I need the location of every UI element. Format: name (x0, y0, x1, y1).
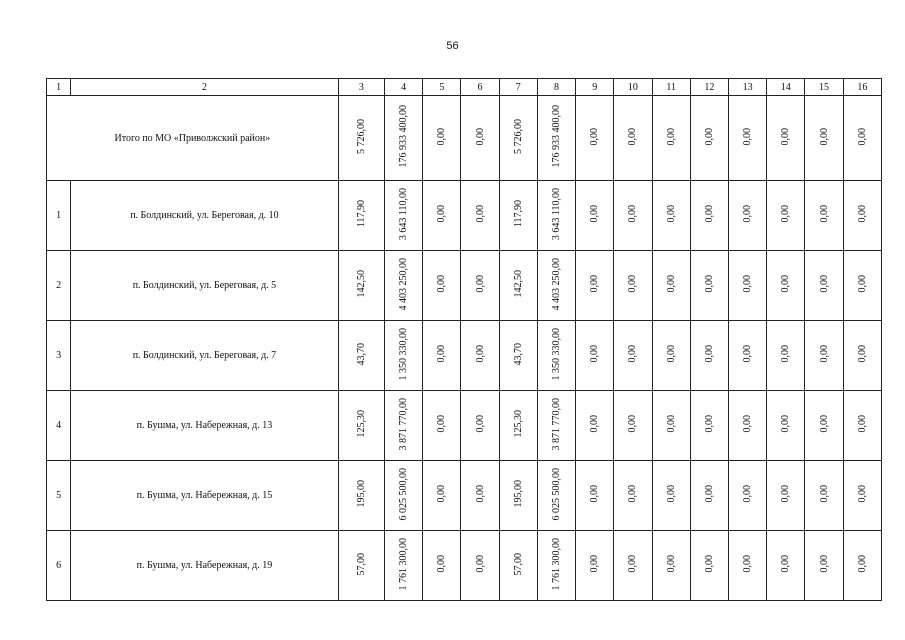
cell-value: 0,00 (780, 485, 792, 503)
cell-value: 0,00 (436, 345, 448, 363)
value-cell (385, 181, 423, 251)
cell-value: 0,00 (474, 345, 486, 363)
cell-value: 0,00 (818, 205, 830, 223)
value-cell (576, 181, 614, 251)
cell-value: 0,00 (589, 275, 601, 293)
cell-value: 0,00 (703, 485, 715, 503)
value-cell (843, 531, 881, 601)
row-number: 2 (47, 251, 71, 321)
value-cell (423, 251, 461, 321)
value-cell (423, 321, 461, 391)
cell-value: 125,30 (355, 410, 367, 438)
value-cell (423, 531, 461, 601)
cell-value: 0,00 (436, 555, 448, 573)
total-label: Итого по МО «Приволжский район» (47, 96, 339, 181)
cell-value: 0,00 (856, 345, 868, 363)
cell-value: 125,30 (512, 410, 524, 438)
value-cell (843, 321, 881, 391)
value-cell (614, 391, 652, 461)
cell-value: 0,00 (474, 485, 486, 503)
value-cell (728, 461, 766, 531)
table-row (47, 321, 882, 391)
value-cell (843, 391, 881, 461)
cell-value: 0,00 (665, 205, 677, 223)
table-row (47, 531, 882, 601)
value-cell (843, 181, 881, 251)
cell-value: 0,00 (742, 205, 754, 223)
cell-value: 0,00 (627, 555, 639, 573)
value-cell (385, 321, 423, 391)
value-cell (767, 531, 805, 601)
value-cell (690, 251, 728, 321)
value-cell (461, 321, 499, 391)
cell-value: 176 933 400,00 (398, 105, 410, 168)
cell-value: 0,00 (856, 127, 868, 146)
cell-value: 0,00 (589, 415, 601, 433)
cell-value: 1 761 300,00 (398, 537, 410, 591)
cell-value: 0,00 (742, 415, 754, 433)
cell-value: 0,00 (665, 415, 677, 433)
value-cell (576, 391, 614, 461)
column-header: 10 (614, 79, 652, 96)
value-cell (537, 251, 575, 321)
cell-value: 0,00 (703, 555, 715, 573)
value-cell (537, 391, 575, 461)
value-cell (805, 391, 843, 461)
value-cell (338, 531, 384, 601)
value-cell (338, 96, 384, 181)
cell-value: 0,00 (818, 415, 830, 433)
cell-value: 195,00 (355, 480, 367, 508)
value-cell (728, 391, 766, 461)
cell-value: 5 726,00 (355, 119, 367, 154)
cell-value: 0,00 (856, 555, 868, 573)
value-cell (461, 181, 499, 251)
cell-value: 57,00 (512, 552, 524, 576)
cell-value: 0,00 (589, 205, 601, 223)
cell-value: 0,00 (627, 275, 639, 293)
cell-value: 142,50 (355, 270, 367, 298)
value-cell (537, 96, 575, 181)
cell-value: 0,00 (703, 415, 715, 433)
table-row (47, 461, 882, 531)
address-cell: п. Болдинский, ул. Береговая, д. 7 (71, 321, 339, 391)
value-cell (690, 531, 728, 601)
value-cell (728, 531, 766, 601)
value-cell (338, 251, 384, 321)
column-header: 11 (652, 79, 690, 96)
value-cell (461, 531, 499, 601)
cell-value: 0,00 (703, 127, 715, 146)
data-table (46, 78, 882, 601)
value-cell (385, 96, 423, 181)
value-cell (338, 391, 384, 461)
value-cell (767, 461, 805, 531)
cell-value: 0,00 (780, 127, 792, 146)
cell-value: 0,00 (818, 345, 830, 363)
cell-value: 0,00 (436, 275, 448, 293)
value-cell (385, 531, 423, 601)
row-number: 3 (47, 321, 71, 391)
cell-value: 0,00 (665, 345, 677, 363)
cell-value: 0,00 (856, 275, 868, 293)
value-cell (767, 391, 805, 461)
cell-value: 0,00 (474, 127, 486, 146)
cell-value: 6 025 500,00 (550, 467, 562, 521)
address-cell: п. Бушма, ул. Набережная, д. 13 (71, 391, 339, 461)
column-header: 5 (423, 79, 461, 96)
value-cell (499, 251, 537, 321)
cell-value: 0,00 (436, 415, 448, 433)
cell-value: 0,00 (627, 345, 639, 363)
value-cell (843, 251, 881, 321)
value-cell (767, 181, 805, 251)
cell-value: 117,90 (355, 200, 367, 228)
total-row (47, 96, 882, 181)
value-cell (537, 461, 575, 531)
cell-value: 0,00 (818, 555, 830, 573)
cell-value: 1 350 330,00 (550, 327, 562, 381)
table-row (47, 251, 882, 321)
page-number: 56 (446, 40, 459, 52)
cell-value: 0,00 (742, 555, 754, 573)
cell-value: 0,00 (703, 275, 715, 293)
cell-value: 0,00 (780, 345, 792, 363)
value-cell (385, 391, 423, 461)
value-cell (576, 96, 614, 181)
cell-value: 3 643 110,00 (550, 187, 562, 241)
value-cell (728, 181, 766, 251)
value-cell (614, 181, 652, 251)
cell-value: 4 403 250,00 (398, 257, 410, 311)
cell-value: 0,00 (742, 127, 754, 146)
value-cell (805, 96, 843, 181)
value-cell (728, 96, 766, 181)
value-cell (690, 96, 728, 181)
value-cell (499, 531, 537, 601)
cell-value: 0,00 (474, 275, 486, 293)
value-cell (423, 181, 461, 251)
value-cell (767, 251, 805, 321)
cell-value: 0,00 (665, 555, 677, 573)
value-cell (652, 181, 690, 251)
cell-value: 0,00 (627, 485, 639, 503)
cell-value: 0,00 (627, 205, 639, 223)
cell-value: 0,00 (665, 275, 677, 293)
value-cell (652, 461, 690, 531)
address-cell: п. Бушма, ул. Набережная, д. 19 (71, 531, 339, 601)
value-cell (805, 461, 843, 531)
column-header: 15 (805, 79, 843, 96)
cell-value: 3 871 770,00 (398, 397, 410, 451)
value-cell (461, 96, 499, 181)
column-header: 16 (843, 79, 881, 96)
cell-value: 0,00 (589, 345, 601, 363)
cell-value: 117,90 (512, 200, 524, 228)
address-cell: п. Болдинский, ул. Береговая, д. 5 (71, 251, 339, 321)
value-cell (805, 321, 843, 391)
value-cell (461, 251, 499, 321)
cell-value: 0,00 (742, 345, 754, 363)
cell-value: 0,00 (780, 275, 792, 293)
cell-value: 0,00 (780, 415, 792, 433)
cell-value: 0,00 (703, 205, 715, 223)
cell-value: 176 933 400,00 (550, 105, 562, 168)
cell-value: 0,00 (474, 205, 486, 223)
cell-value: 4 403 250,00 (550, 257, 562, 311)
cell-value: 0,00 (818, 485, 830, 503)
value-cell (576, 461, 614, 531)
cell-value: 1 350 330,00 (398, 327, 410, 381)
column-header: 12 (690, 79, 728, 96)
cell-value: 57,00 (355, 552, 367, 576)
value-cell (576, 531, 614, 601)
cell-value: 0,00 (474, 415, 486, 433)
row-number: 4 (47, 391, 71, 461)
column-header: 13 (728, 79, 766, 96)
column-header: 4 (385, 79, 423, 96)
value-cell (805, 181, 843, 251)
value-cell (652, 391, 690, 461)
column-header: 9 (576, 79, 614, 96)
value-cell (805, 251, 843, 321)
value-cell (805, 531, 843, 601)
value-cell (537, 531, 575, 601)
value-cell (499, 461, 537, 531)
value-cell (843, 96, 881, 181)
cell-value: 0,00 (627, 415, 639, 433)
cell-value: 1 761 300,00 (550, 537, 562, 591)
value-cell (423, 391, 461, 461)
value-cell (614, 96, 652, 181)
cell-value: 5 726,00 (512, 119, 524, 154)
value-cell (690, 461, 728, 531)
value-cell (385, 461, 423, 531)
value-cell (499, 321, 537, 391)
row-number: 6 (47, 531, 71, 601)
cell-value: 0,00 (856, 485, 868, 503)
value-cell (728, 251, 766, 321)
column-header: 14 (767, 79, 805, 96)
value-cell (499, 391, 537, 461)
cell-value: 0,00 (856, 205, 868, 223)
cell-value: 0,00 (474, 555, 486, 573)
cell-value: 0,00 (703, 345, 715, 363)
table-row (47, 181, 882, 251)
cell-value: 0,00 (818, 127, 830, 146)
cell-value: 0,00 (742, 275, 754, 293)
value-cell (767, 321, 805, 391)
value-cell (461, 391, 499, 461)
cell-value: 0,00 (627, 127, 639, 146)
value-cell (767, 96, 805, 181)
address-cell: п. Бушма, ул. Набережная, д. 15 (71, 461, 339, 531)
value-cell (614, 461, 652, 531)
cell-value: 0,00 (589, 555, 601, 573)
address-cell: п. Болдинский, ул. Береговая, д. 10 (71, 181, 339, 251)
header-row (47, 79, 882, 96)
value-cell (652, 96, 690, 181)
cell-value: 0,00 (589, 127, 601, 146)
cell-value: 0,00 (436, 205, 448, 223)
value-cell (537, 181, 575, 251)
value-cell (614, 321, 652, 391)
value-cell (652, 321, 690, 391)
value-cell (537, 321, 575, 391)
column-header: 8 (537, 79, 575, 96)
value-cell (614, 251, 652, 321)
value-cell (461, 461, 499, 531)
cell-value: 0,00 (856, 415, 868, 433)
cell-value: 0,00 (780, 205, 792, 223)
value-cell (423, 96, 461, 181)
column-header: 2 (71, 79, 339, 96)
table-row (47, 391, 882, 461)
cell-value: 3 643 110,00 (398, 187, 410, 241)
cell-value: 0,00 (436, 127, 448, 146)
column-header: 1 (47, 79, 71, 96)
column-header: 6 (461, 79, 499, 96)
value-cell (652, 531, 690, 601)
value-cell (338, 321, 384, 391)
column-header: 7 (499, 79, 537, 96)
cell-value: 43,70 (355, 342, 367, 366)
value-cell (576, 321, 614, 391)
cell-value: 43,70 (512, 342, 524, 366)
value-cell (690, 391, 728, 461)
column-header: 3 (338, 79, 384, 96)
value-cell (614, 531, 652, 601)
cell-value: 0,00 (818, 275, 830, 293)
value-cell (499, 181, 537, 251)
value-cell (385, 251, 423, 321)
cell-value: 195,00 (512, 480, 524, 508)
value-cell (338, 461, 384, 531)
cell-value: 0,00 (589, 485, 601, 503)
value-cell (499, 96, 537, 181)
value-cell (423, 461, 461, 531)
cell-value: 0,00 (780, 555, 792, 573)
value-cell (576, 251, 614, 321)
value-cell (690, 181, 728, 251)
cell-value: 0,00 (665, 485, 677, 503)
cell-value: 3 871 770,00 (550, 397, 562, 451)
cell-value: 0,00 (665, 127, 677, 146)
cell-value: 142,50 (512, 270, 524, 298)
value-cell (690, 321, 728, 391)
value-cell (843, 461, 881, 531)
cell-value: 0,00 (436, 485, 448, 503)
value-cell (338, 181, 384, 251)
row-number: 5 (47, 461, 71, 531)
cell-value: 0,00 (742, 485, 754, 503)
value-cell (652, 251, 690, 321)
cell-value: 6 025 500,00 (398, 467, 410, 521)
row-number: 1 (47, 181, 71, 251)
value-cell (728, 321, 766, 391)
